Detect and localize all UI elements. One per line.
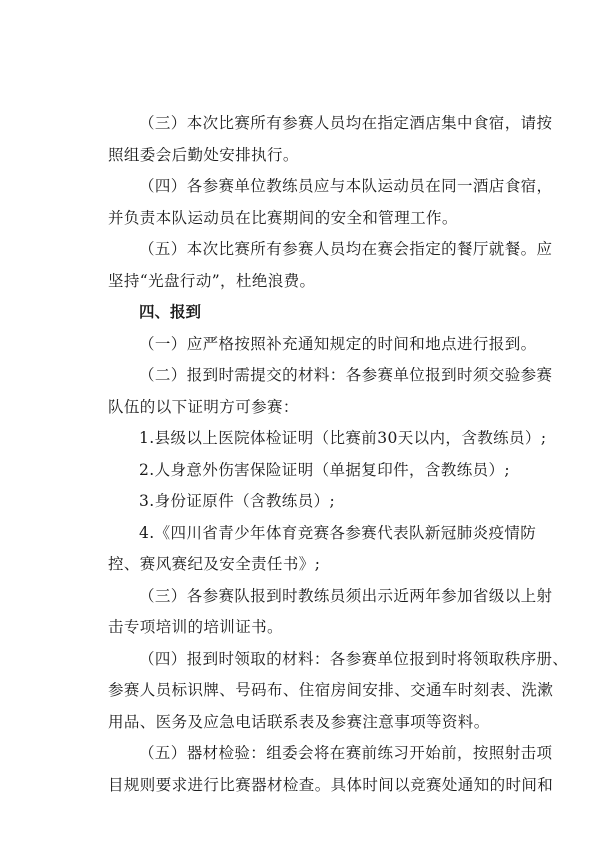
paragraph-dining: [108, 234, 553, 297]
text-line: 控、赛风赛纪及安全责任书》;: [108, 555, 321, 573]
text-line: 照组委会后勤处安排执行。: [108, 145, 299, 164]
text-line: 目规则要求进行比赛器材检查。具体时间以竞赛处通知的时间和: [108, 775, 554, 794]
paragraph-received-materials: [108, 644, 569, 739]
paragraph-lodging: [108, 108, 553, 171]
text-line: （三）本次比赛所有参赛人员均在指定酒店集中食宿，请按: [139, 114, 553, 132]
text-line: 队伍的以下证明方可参赛：: [108, 397, 299, 416]
text-line: （四）各参赛单位教练员应与本队运动员在同一酒店食宿，: [139, 177, 553, 195]
list-item-insurance: [108, 455, 526, 487]
text-line: 用品、医务及应急电话联系表及参赛注意事项等资料。: [108, 712, 490, 731]
paragraph-training-cert: [108, 581, 553, 644]
text-line: （五）器材检验：组委会将在赛前练习开始前，按照射击项: [139, 744, 553, 762]
text-line: 3.身份证原件（含教练员）;: [139, 492, 336, 510]
text-line: （四）报到时领取的材料：各参赛单位报到时将领取秩序册、: [139, 649, 569, 668]
text-line: （三）各参赛队报到时教练员须出示近两年参加省级以上射: [139, 586, 553, 605]
list-item-id-card: [108, 486, 526, 518]
document-body: [108, 108, 569, 801]
text-line: 并负责本队运动员在比赛期间的安全和管理工作。: [108, 208, 458, 227]
list-item-responsibility-letter: [108, 518, 537, 581]
section-heading-registration: 四、报到: [139, 303, 202, 321]
text-line: （五）本次比赛所有参赛人员均在赛会指定的餐厅就餐。应: [139, 240, 553, 258]
list-item-health-cert: [108, 423, 547, 455]
paragraph-coach-lodging: [108, 171, 553, 234]
text-line: （二）报到时需提交的材料：各参赛单位报到时须交验参赛: [139, 366, 553, 384]
paragraph-equipment-check: [108, 738, 554, 801]
text-line: 击专项培训的培训证书。: [108, 618, 283, 636]
text-line: 坚持“光盘行动”，杜绝浪费。: [108, 271, 316, 290]
text-line: 1.县级以上医院体检证明（比赛前30天以内，含教练员）;: [139, 429, 547, 447]
text-line: 参赛人员标识牌、号码布、住宿房间安排、交通车时刻表、洗漱: [108, 681, 554, 699]
text-line: （一）应严格按照补充通知规定的时间和地点进行报到。: [139, 334, 537, 353]
text-line: 2.人身意外伤害保险证明（单据复印件，含教练员）;: [139, 460, 511, 479]
paragraph-required-materials: [108, 360, 553, 423]
text-line: 4.《四川省青少年体育竞赛各参赛代表队新冠肺炎疫情防: [139, 523, 537, 542]
paragraph-registration-time: [108, 329, 537, 361]
